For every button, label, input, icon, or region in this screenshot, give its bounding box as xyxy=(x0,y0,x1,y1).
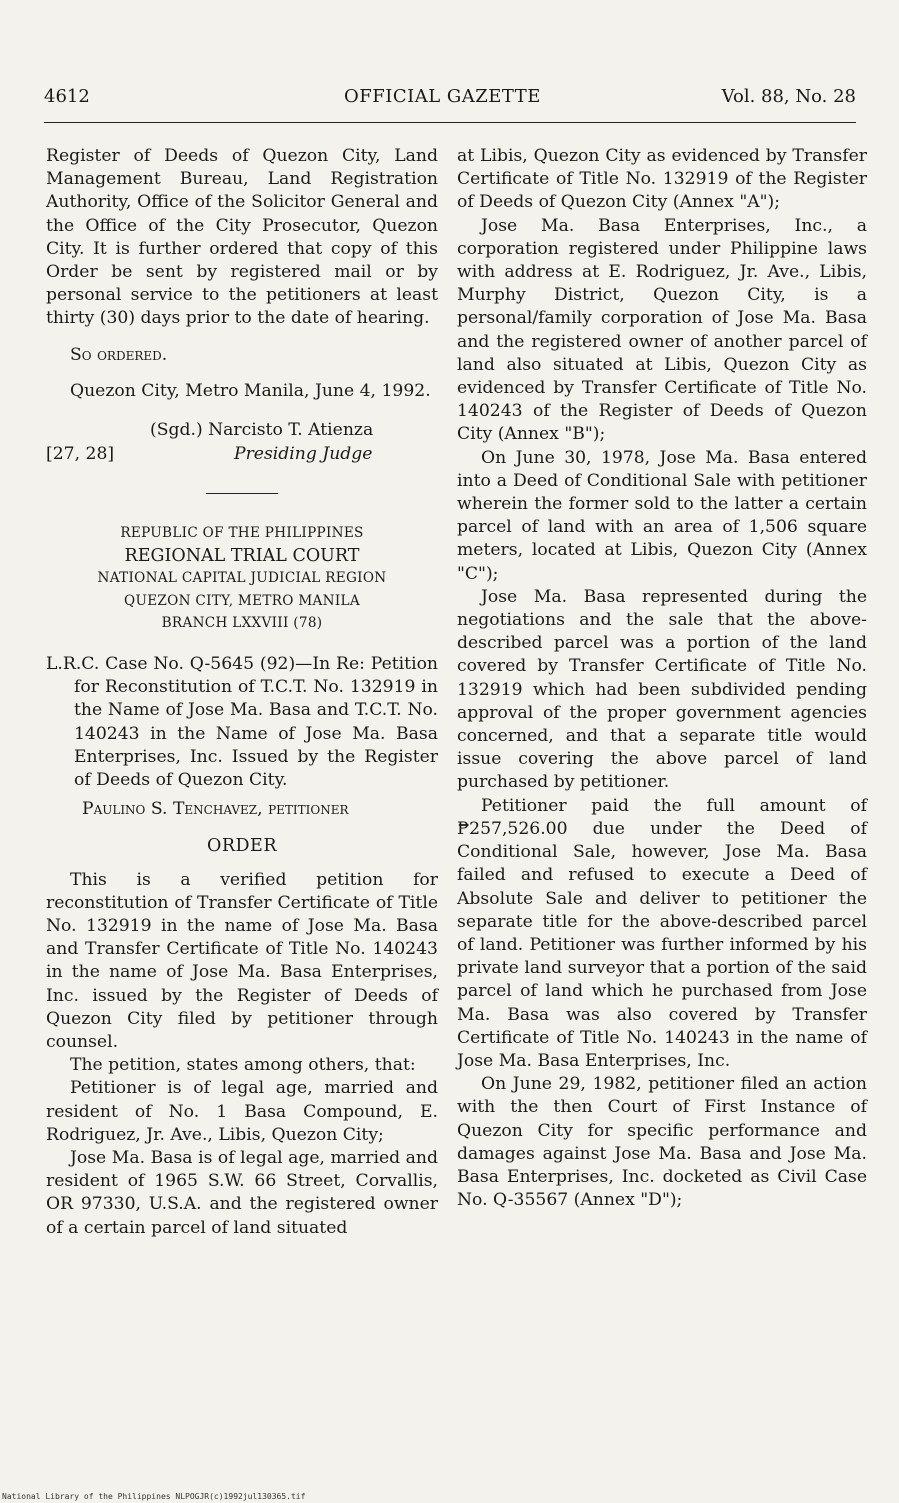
right-column xyxy=(457,145,867,1212)
states-paragraph: The petition, states among others, that: xyxy=(70,1055,416,1076)
left-paragraph-1: Register of Deeds of Quezon City, Land Management Bureau, Land Registration Authority, Office of the Solicitor General and the Office of the City Prosecutor, Quezon City. It is further ordered that copy of this Order be sent by registered mail or by personal service to the petitioners at least thirty (30) days prior to the date of hearing. xyxy=(46,146,438,329)
header-rule xyxy=(44,122,856,123)
caption-branch: BRANCH LXXVIII (78) xyxy=(161,615,323,632)
petitioner-line: Paulino S. Tenchavez, petitioner xyxy=(82,799,349,820)
petitioner-paragraph: Petitioner is of legal age, married and resident of No. 1 Basa Compound, E. Rodriguez, Jr. Ave., Libis, Quezon City; xyxy=(46,1078,438,1145)
order-heading: ORDER xyxy=(206,836,277,857)
scan-footer: National Library of the Philippines NLPOGJR(c)1992jul130365.tif xyxy=(2,1492,306,1501)
publication-title: OFFICIAL GAZETTE xyxy=(344,86,541,107)
right-paragraph-3: On June 30, 1978, Jose Ma. Basa entered into a Deed of Conditional Sale with petitioner wherein the former sold to the latter a certain parcel of land with an area of 1,506 square meters, located at Libis, Quezon City (Annex "C"); xyxy=(457,447,867,584)
so-ordered: So ordered. xyxy=(70,344,168,365)
petition-paragraph: This is a verified petition for reconstitution of Transfer Certificate of Title No. 132919 in the name of Jose Ma. Basa and Transfer Certificate of Title No. 140243 in the name of Jose Ma. Basa Enterprises, Inc. issued by the Register of Deeds of Quezon City filed by petitioner through counsel. xyxy=(46,869,438,1053)
section-divider xyxy=(206,493,278,494)
caption-court: REGIONAL TRIAL COURT xyxy=(124,545,360,566)
basa-paragraph: Jose Ma. Basa is of legal age, married and resident of 1965 S.W. 66 Street, Corvallis, OR 97330, U.S.A. and the registered owner of a certain parcel of land situated xyxy=(46,1148,438,1238)
right-paragraph-6: On June 29, 1982, petitioner filed an action with the then Court of First Instance of Quezon City for specific performance and damages against Jose Ma. Basa and Jose Ma. Basa Enterprises, Inc. docketed as Civil Case No. Q-35567 (Annex "D"); xyxy=(457,1074,867,1211)
court-caption xyxy=(46,522,438,635)
signature-role: Presiding Judge xyxy=(234,444,373,465)
date-line: Quezon City, Metro Manila, June 4, 1992. xyxy=(70,380,431,401)
page-number: 4612 xyxy=(44,86,90,107)
signature-block xyxy=(46,419,438,467)
page-header xyxy=(44,86,856,112)
right-paragraph-4: Jose Ma. Basa represented during the negotiations and the sale that the above-described parcel was a portion of the land covered by Transfer Certificate of Title No. 132919 which had been subdivided pending approval of the proper government agencies concerned, and that a separate title would issue covering the above parcel of land purchased by petitioner. xyxy=(457,586,867,793)
caption-city: QUEZON CITY, METRO MANILA xyxy=(124,592,360,609)
volume-number: Vol. 88, No. 28 xyxy=(721,86,856,107)
caption-region: NATIONAL CAPITAL JUDICIAL REGION xyxy=(97,570,387,587)
case-title: L.R.C. Case No. Q-5645 (92)—In Re: Petition for Reconstitution of T.C.T. No. 132919 in the Name of Jose Ma. Basa and T.C.T. No. 140243 in the Name of Jose Ma. Basa Enterprises, Inc. Issued by the Register of Deeds of Quezon City. xyxy=(46,654,438,791)
right-paragraph-5: Petitioner paid the full amount of ₱257,526.00 due under the Deed of Conditional Sale, however, Jose Ma. Basa failed and refused to execute a Deed of Absolute Sale and deliver to petitioner the separate title for the above-described parcel of land. Petitioner was further informed by his private land surveyor that a portion of the said parcel of land which he purchased from Jose Ma. Basa was also covered by Transfer Certificate of Title No. 140243 in the name of Jose Ma. Basa Enterprises, Inc. xyxy=(457,795,867,1071)
right-paragraph-1: at Libis, Quezon City as evidenced by Transfer Certificate of Title No. 132919 of the Register of Deeds of Quezon City (Annex "A"); xyxy=(457,146,867,213)
caption-republic: REPUBLIC OF THE PHILIPPINES xyxy=(120,525,364,542)
left-column xyxy=(46,145,438,1240)
right-paragraph-2: Jose Ma. Basa Enterprises, Inc., a corporation registered under Philippine laws with address at E. Rodriguez, Jr. Ave., Libis, Murphy District, Quezon City, is a personal/family corporation of Jose Ma. Basa and the registered owner of another parcel of land also situated at Libis, Quezon City as evidenced by Transfer Certificate of Title No. 140243 of the Register of Deeds of Quezon City (Annex "B"); xyxy=(457,215,867,445)
signature-name: (Sgd.) Narcisto T. Atienza xyxy=(150,420,374,441)
issue-reference: [27, 28] xyxy=(46,444,115,465)
